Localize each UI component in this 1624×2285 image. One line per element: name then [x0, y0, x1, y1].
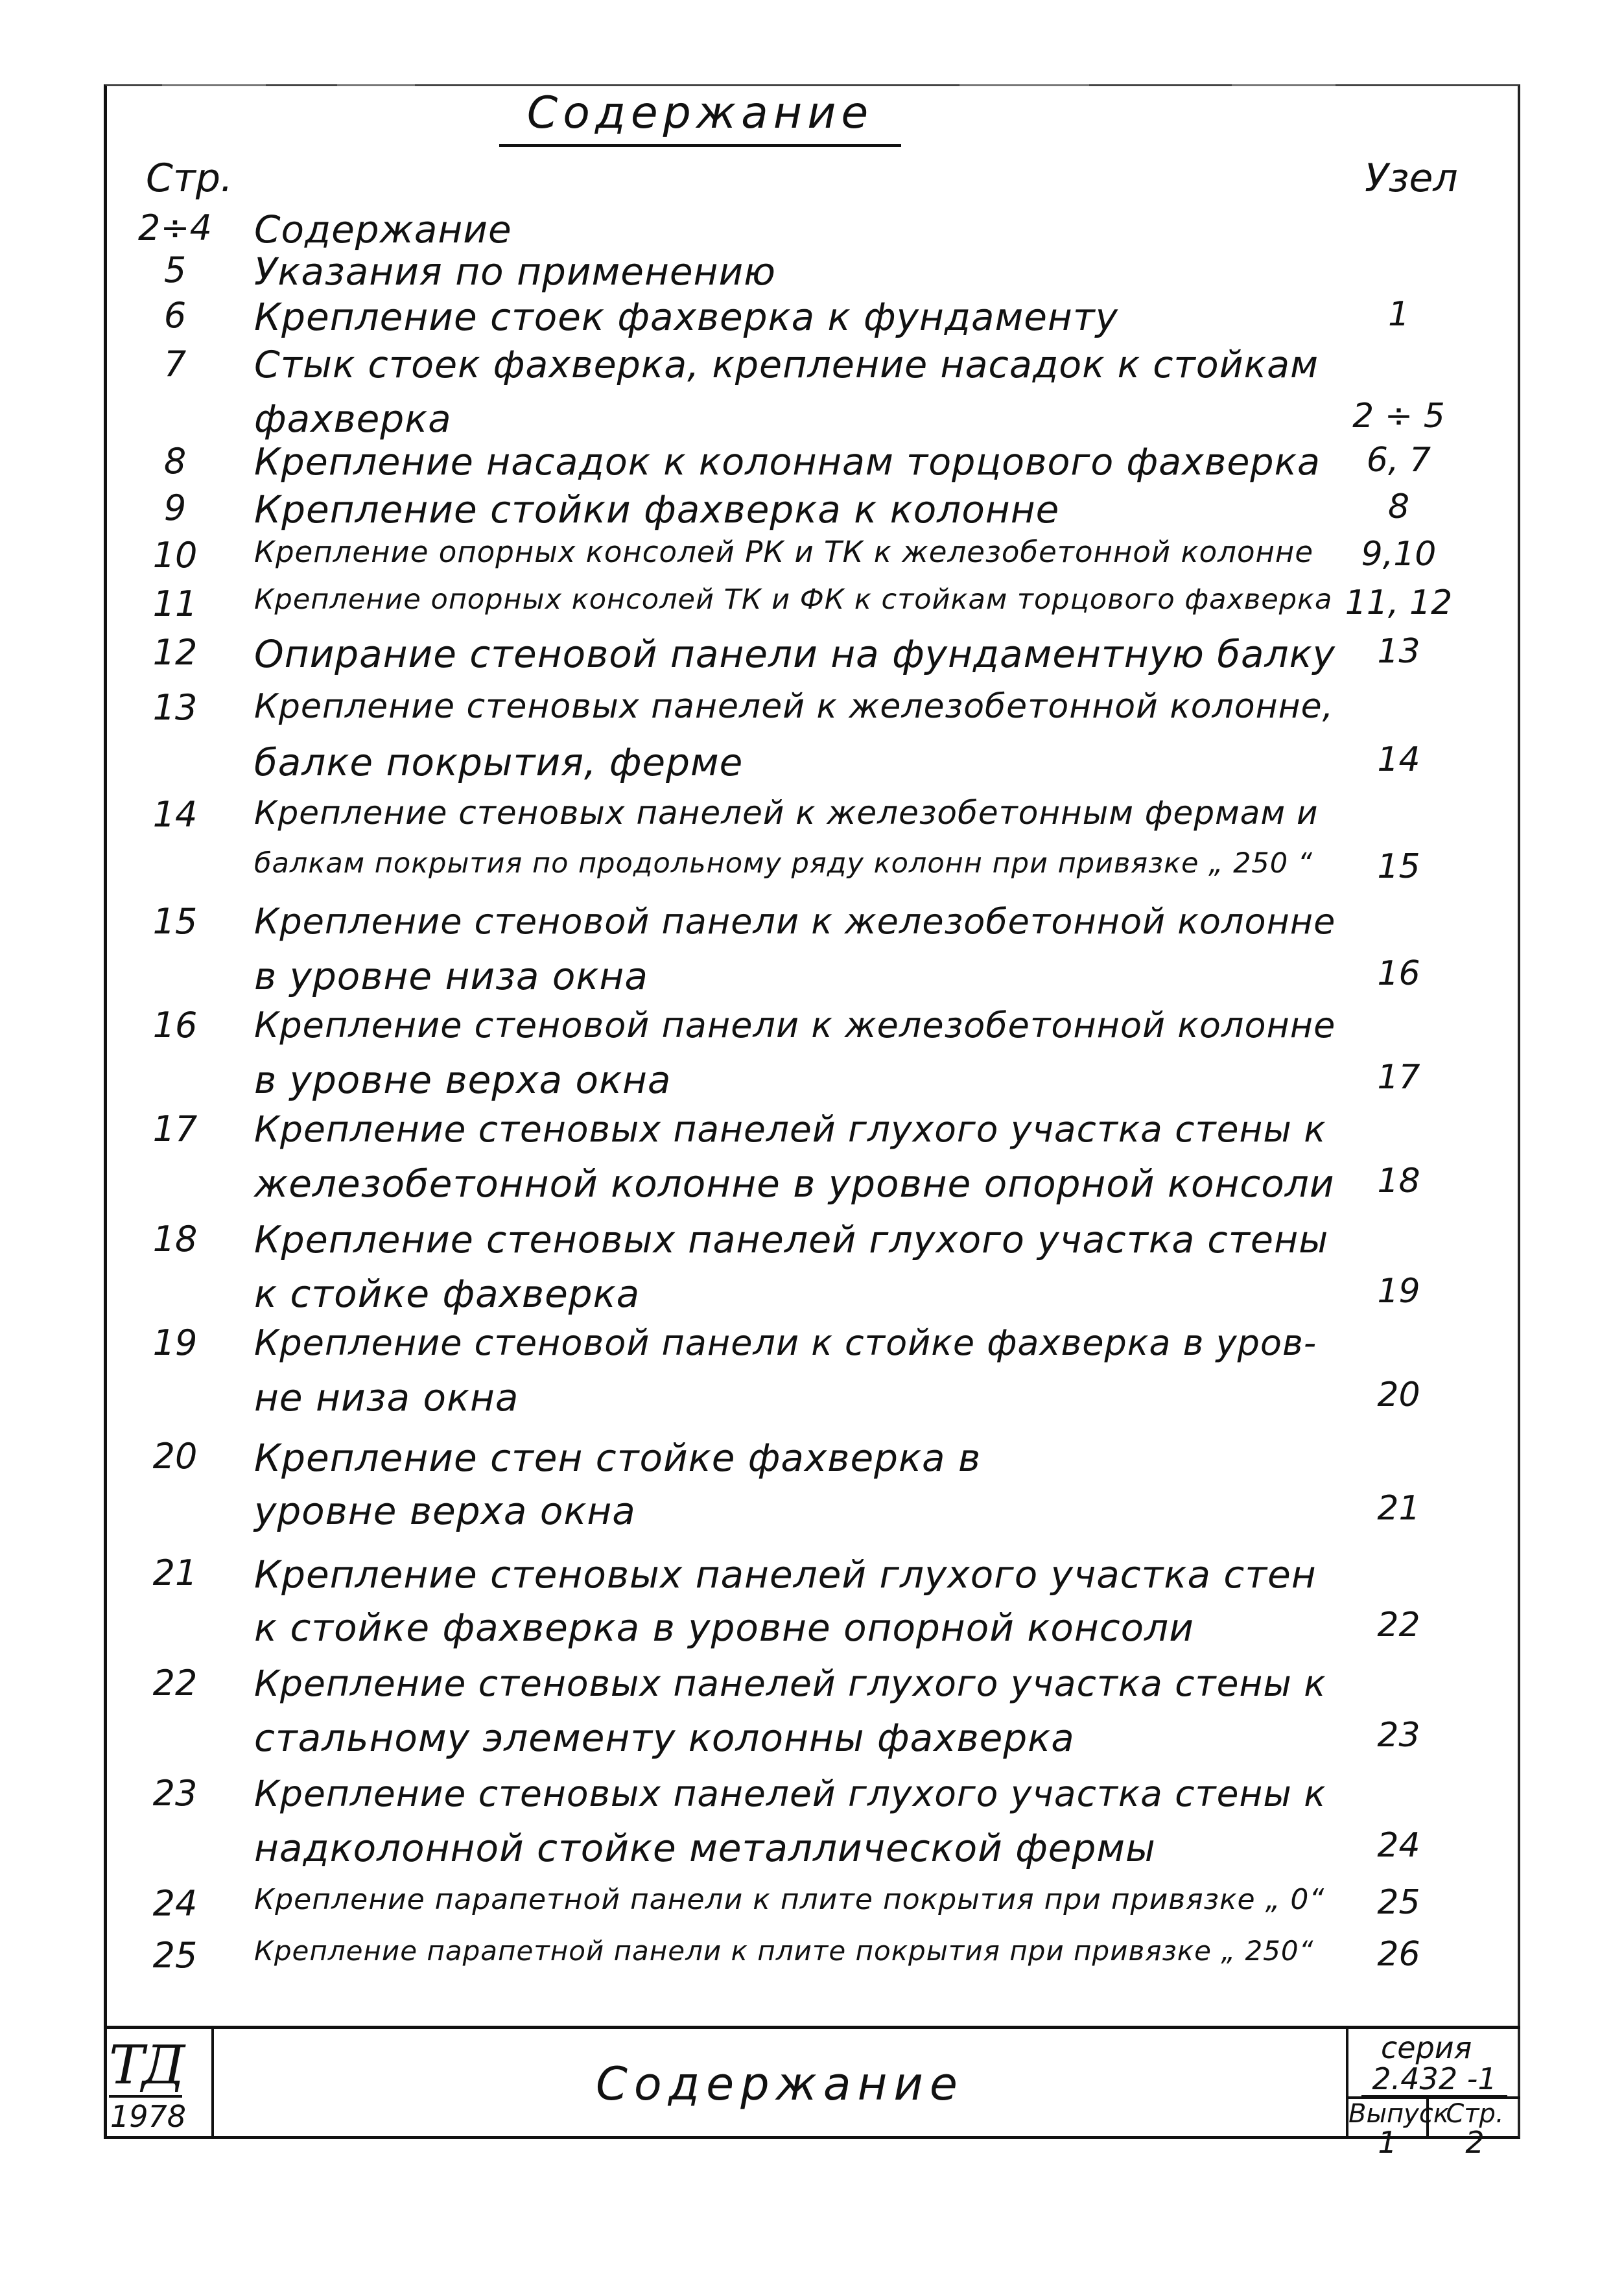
row-text-line: Крепление стеновых панелей к железобетонной колонне,	[254, 687, 1334, 726]
row-text-line: в уровне верха окна	[254, 1058, 672, 1102]
row-node-number: 19	[1377, 1272, 1420, 1311]
row-text-line: Крепление стеновой панели к железобетонной колонне	[254, 1005, 1336, 1046]
row-page-number: 2÷4	[138, 207, 212, 248]
row-page-number: 16	[152, 1005, 198, 1046]
contents-row	[0, 901, 1624, 1007]
row-page-number: 6	[163, 295, 187, 336]
contents-row	[0, 1883, 1624, 1936]
page-title: Содержание	[499, 88, 901, 147]
row-node-number: 21	[1377, 1489, 1420, 1528]
row-node-number: 1	[1387, 295, 1410, 334]
title-block	[104, 2026, 1520, 2160]
contents-row	[0, 1322, 1624, 1429]
title-block-title: Содержание	[214, 2029, 1348, 2139]
row-page-number: 9	[163, 487, 187, 528]
row-text-line: Крепление стен стойке фахверка в	[254, 1436, 982, 1480]
contents-row	[0, 1773, 1624, 1879]
row-text-line: Крепление стеновой панели к железобетонной колонне	[254, 901, 1336, 942]
contents-row	[0, 687, 1624, 793]
row-text-line: Крепление опорных консолей РК и ТК к железобетонной колонне	[254, 535, 1313, 569]
row-text-line: Крепление стеновой панели к стойке фахверка в уров-	[254, 1322, 1317, 1363]
contents-row	[0, 1108, 1624, 1215]
row-page-number: 14	[152, 794, 198, 835]
row-text-line: Крепление стеновых панелей глухого участка стены	[254, 1219, 1329, 1261]
row-text-line: Опирание стеновой панели на фундаментную балку	[254, 632, 1336, 676]
contents-row	[0, 344, 1624, 450]
row-page-number: 8	[163, 441, 187, 482]
node-column-header: Узел	[1365, 156, 1458, 201]
row-text-line: к стойке фахверка в уровне опорной консоли	[254, 1606, 1194, 1650]
series-value: 2.432 -1	[1361, 2063, 1507, 2098]
row-node-number: 18	[1377, 1162, 1420, 1201]
row-page-number: 7	[163, 344, 187, 384]
row-text-line: в уровне низа окна	[254, 954, 648, 998]
row-node-number: 11, 12	[1345, 583, 1453, 622]
issue-value: 1	[1378, 2125, 1397, 2160]
row-page-number: 21	[152, 1553, 198, 1593]
row-text-line: балкам покрытия по продольному ряду колонн при привязке „ 250 “	[254, 847, 1313, 880]
contents-row	[0, 1935, 1624, 1988]
row-text-line: Крепление парапетной панели к плите покрытия при привязке „ 250“	[254, 1935, 1314, 1967]
row-node-number: 13	[1377, 632, 1420, 671]
row-text-line: Крепление стеновых панелей глухого участка стены к	[254, 1773, 1326, 1814]
row-node-number: 2 ÷ 5	[1352, 397, 1445, 436]
row-text-line: балке покрытия, ферме	[254, 740, 744, 784]
row-node-number: 26	[1377, 1935, 1420, 1974]
row-page-number: 11	[152, 583, 198, 624]
row-text-line: стальному элементу колонны фахверка	[254, 1716, 1075, 1760]
row-text-line: Крепление парапетной панели к плите покрытия при привязке „ 0“	[254, 1883, 1325, 1916]
row-page-number: 17	[152, 1108, 198, 1149]
contents-row	[0, 1553, 1624, 1659]
row-text-line: Крепление стоек фахверка к фундаменту	[254, 295, 1118, 339]
row-node-number: 6, 7	[1366, 441, 1431, 480]
contents-row	[0, 1436, 1624, 1542]
row-node-number: 22	[1377, 1606, 1420, 1645]
row-node-number: 9,10	[1361, 535, 1437, 574]
row-text-line: Стык стоек фахверка, крепление насадок к стойкам	[254, 344, 1319, 386]
logo-year: 1978	[110, 2099, 187, 2134]
row-text-line: Крепление стеновых панелей глухого участка стен	[254, 1553, 1317, 1597]
sheet-label: Стр.	[1446, 2099, 1504, 2129]
row-node-number: 23	[1377, 1716, 1420, 1755]
row-text-line: не низа окна	[254, 1376, 519, 1420]
row-node-number: 8	[1387, 487, 1410, 526]
row-text-line: железобетонной колонне в уровне опорной консоли	[254, 1162, 1335, 1206]
series-label: серия	[1381, 2030, 1472, 2065]
sheet-value: 2	[1465, 2125, 1485, 2160]
page-column-header: Стр.	[146, 156, 233, 201]
row-page-number: 23	[152, 1773, 198, 1814]
row-node-number: 17	[1377, 1058, 1420, 1097]
row-page-number: 13	[152, 687, 198, 728]
row-page-number: 12	[152, 632, 198, 673]
contents-row	[0, 583, 1624, 637]
row-text-line: Крепление насадок к колоннам торцового фахверка	[254, 441, 1321, 484]
row-text-line: Содержание	[254, 207, 512, 252]
contents-row	[0, 487, 1624, 541]
row-text-line: надколонной стойке металлической фермы	[254, 1826, 1156, 1870]
row-page-number: 15	[152, 901, 198, 942]
row-node-number: 16	[1377, 954, 1420, 993]
row-page-number: 22	[152, 1663, 198, 1704]
row-node-number: 24	[1377, 1826, 1420, 1865]
logo-cell	[104, 2029, 214, 2139]
row-text-line: уровне верха окна	[254, 1489, 636, 1533]
row-page-number: 18	[152, 1219, 198, 1260]
contents-row	[0, 632, 1624, 685]
row-text-line: к стойке фахверка	[254, 1272, 641, 1316]
contents-row	[0, 1005, 1624, 1111]
logo: ТД	[109, 2035, 183, 2096]
row-text-line: фахверка	[254, 397, 452, 441]
row-text-line: Крепление стойки фахверка к колонне	[254, 487, 1060, 532]
row-text-line: Крепление стеновых панелей к железобетонным фермам и	[254, 794, 1319, 832]
issue-label: Выпуск	[1348, 2099, 1429, 2139]
row-page-number: 20	[152, 1436, 198, 1477]
row-text-line: Указания по применению	[254, 250, 776, 294]
contents-row	[0, 794, 1624, 900]
row-node-number: 14	[1377, 740, 1420, 779]
row-page-number: 5	[163, 250, 187, 290]
row-page-number: 25	[152, 1935, 198, 1976]
contents-row	[0, 441, 1624, 494]
row-text-line: Крепление опорных консолей ТК и ФК к стойкам торцового фахверка	[254, 583, 1333, 616]
row-page-number: 10	[152, 535, 198, 576]
contents-row	[0, 535, 1624, 588]
contents-row	[0, 295, 1624, 348]
row-page-number: 19	[152, 1322, 198, 1363]
row-page-number: 24	[152, 1883, 198, 1924]
row-node-number: 15	[1377, 847, 1420, 886]
contents-row	[0, 1663, 1624, 1769]
row-node-number: 20	[1377, 1376, 1420, 1414]
contents-row	[0, 1219, 1624, 1325]
row-text-line: Крепление стеновых панелей глухого участка стены к	[254, 1663, 1326, 1704]
row-text-line: Крепление стеновых панелей глухого участка стены к	[254, 1108, 1326, 1150]
row-node-number: 25	[1377, 1883, 1420, 1922]
title-block-info	[1348, 2029, 1520, 2160]
